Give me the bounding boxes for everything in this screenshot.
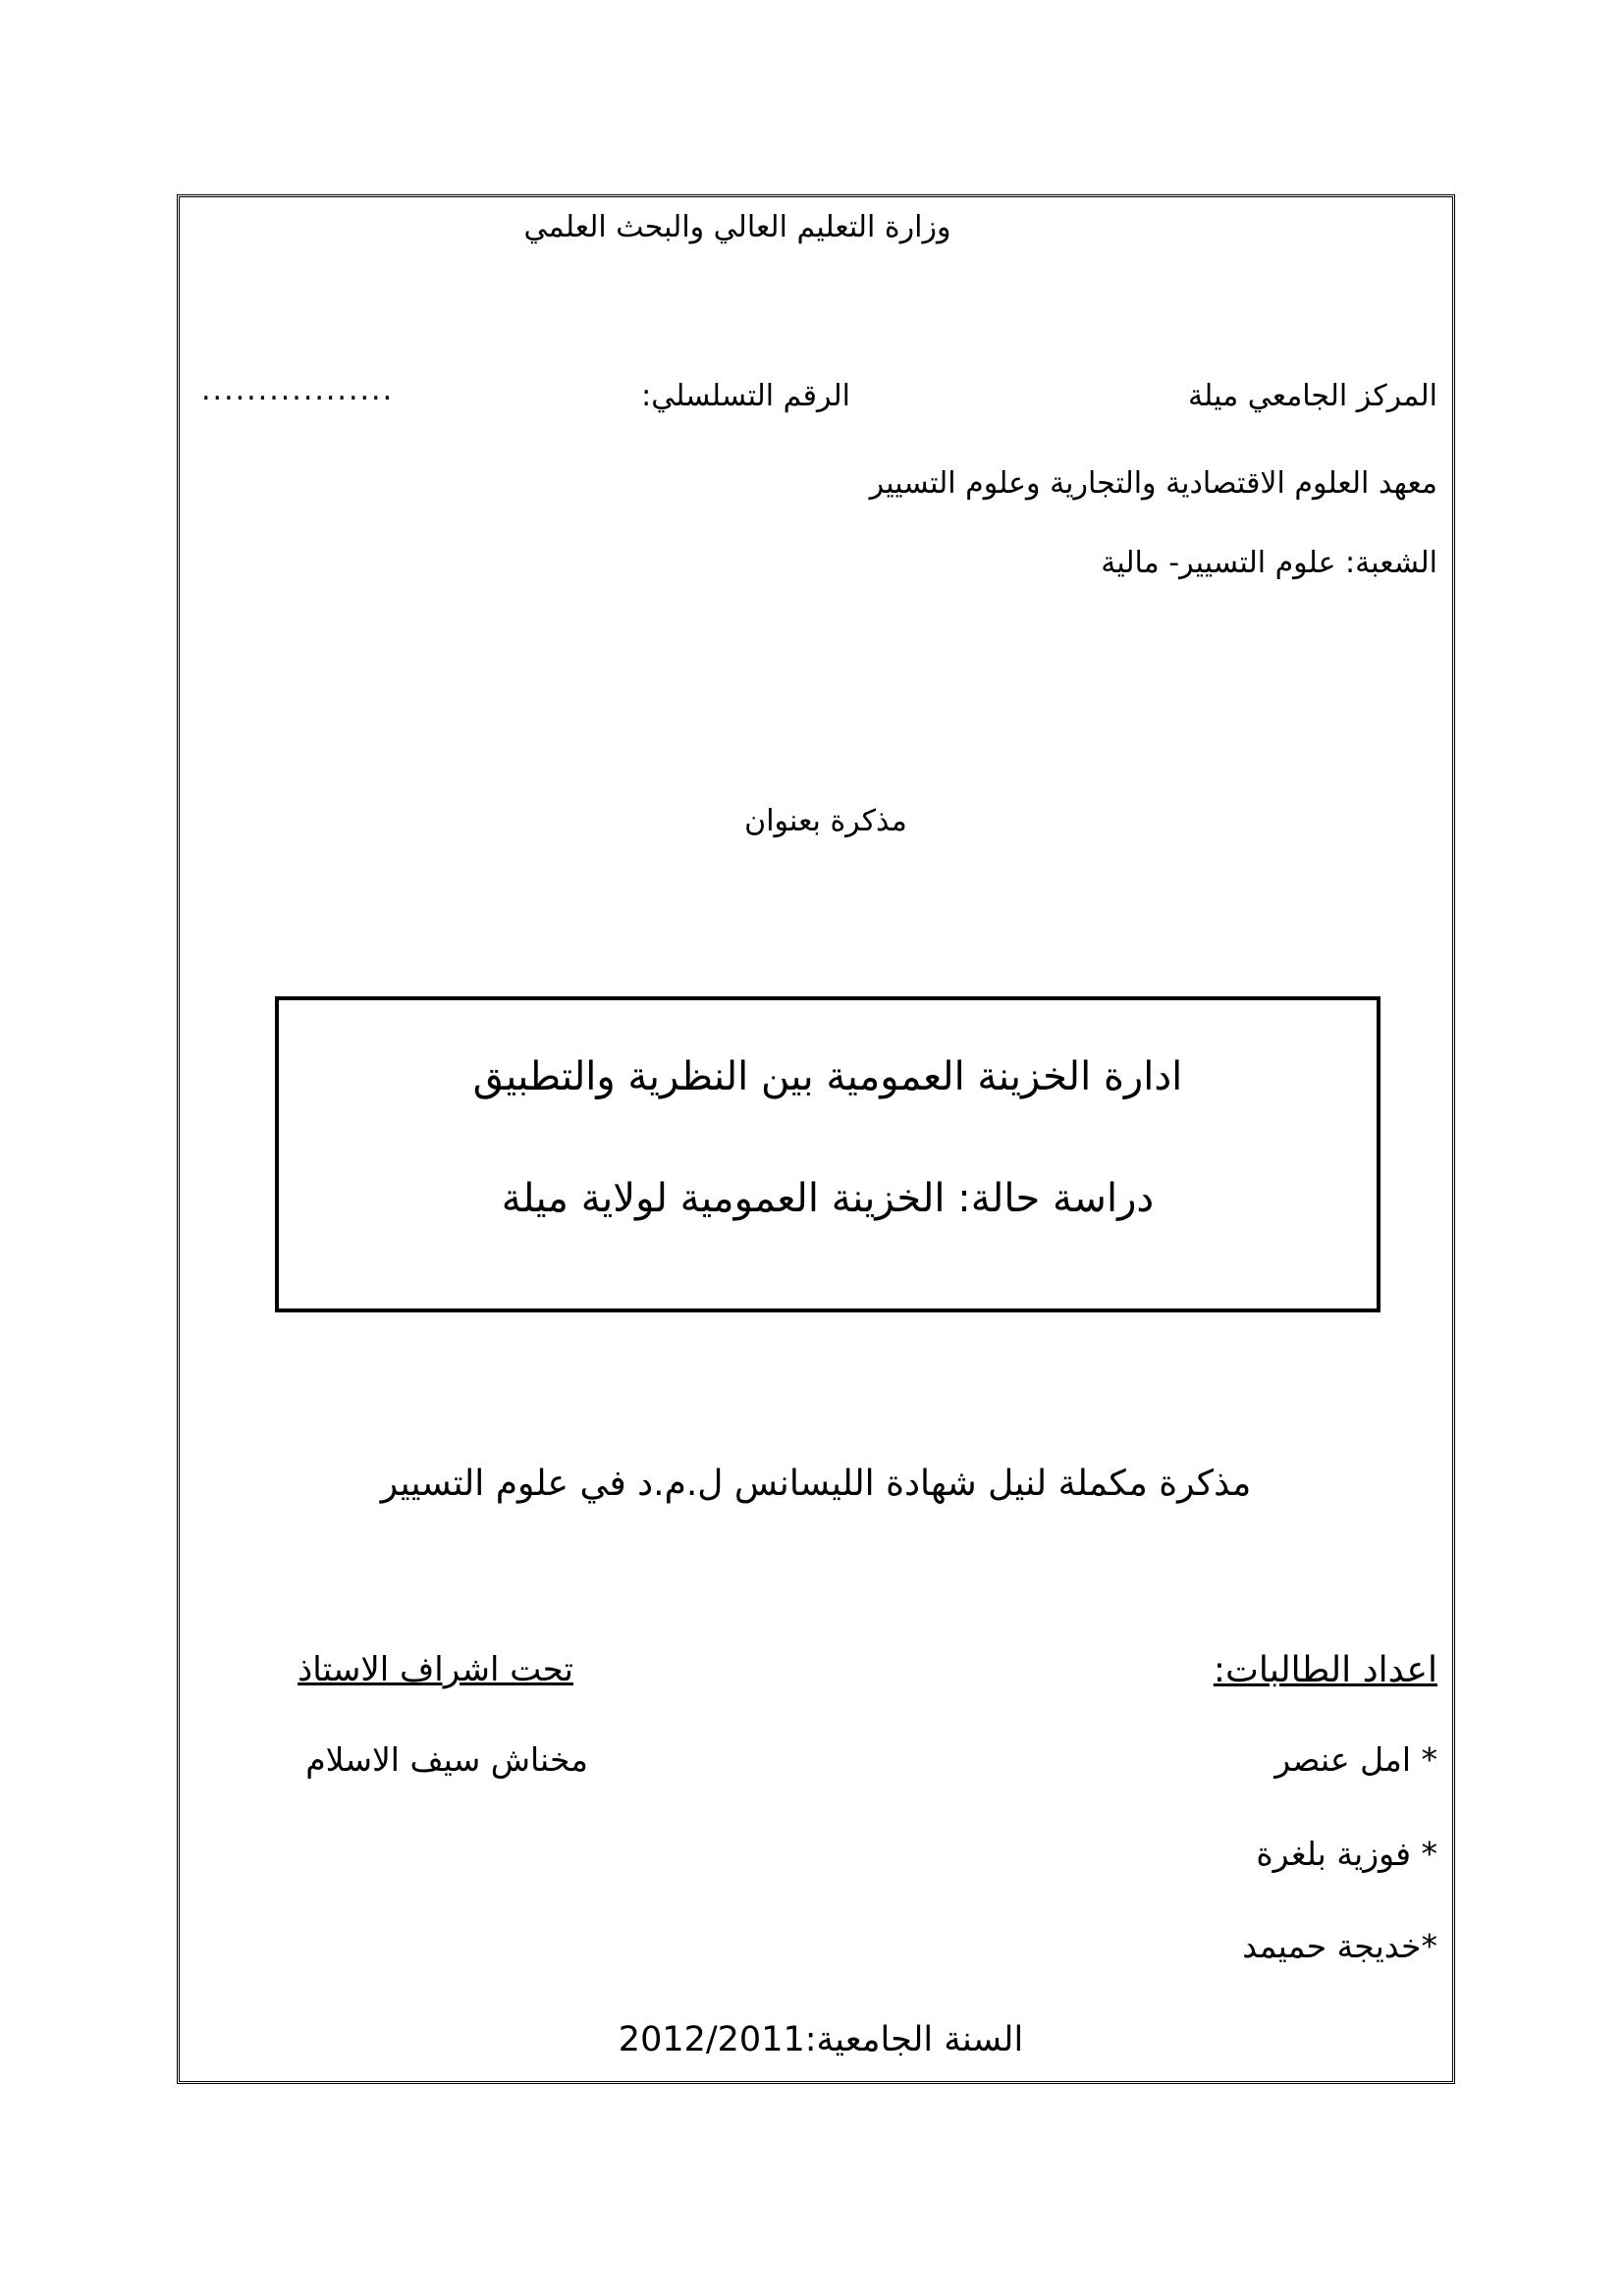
academic-year-label: السنة الجامعية: [804,2020,1024,2059]
academic-year [177,2017,1455,2062]
supervisor-name: مخناش سيف الاسلام [305,1740,588,1779]
university-center: المركز الجامعي ميلة [1188,379,1437,413]
serial-number-placeholder: ................. [201,373,395,407]
case-study-title: دراسة حالة: الخزينة العمومية لولاية ميلة [501,1176,1155,1221]
thesis-title: ادارة الخزينة العمومية بين النظرية والتطبيق [472,1054,1183,1099]
student-name: * امل عنصر [1274,1740,1437,1779]
student-name: * فوزية بلغرة [1256,1835,1437,1873]
students-label: اعداد الطالبات: [1213,1650,1437,1690]
ministry-heading: وزارة التعليم العالي والبحث العلمي [523,210,951,244]
degree-statement: مذكرة مكملة لنيل شهادة الليسانس ل.م.د في علوم التسيير [380,1464,1252,1504]
institute-name: معهد العلوم الاقتصادية والتجارية وعلوم التسيير [869,466,1437,501]
student-name: *خديجة حميمد [1242,1927,1437,1965]
academic-year-value: 2012/2011 [618,2020,805,2059]
supervision-label: تحت اشراف الاستاذ [298,1650,573,1689]
title-box [275,996,1380,1312]
serial-number-label: الرقم التسلسلي: [641,379,850,413]
branch-name: الشعبة: علوم التسيير- مالية [1101,546,1437,580]
memo-label: مذكرة بعنوان [744,804,907,838]
